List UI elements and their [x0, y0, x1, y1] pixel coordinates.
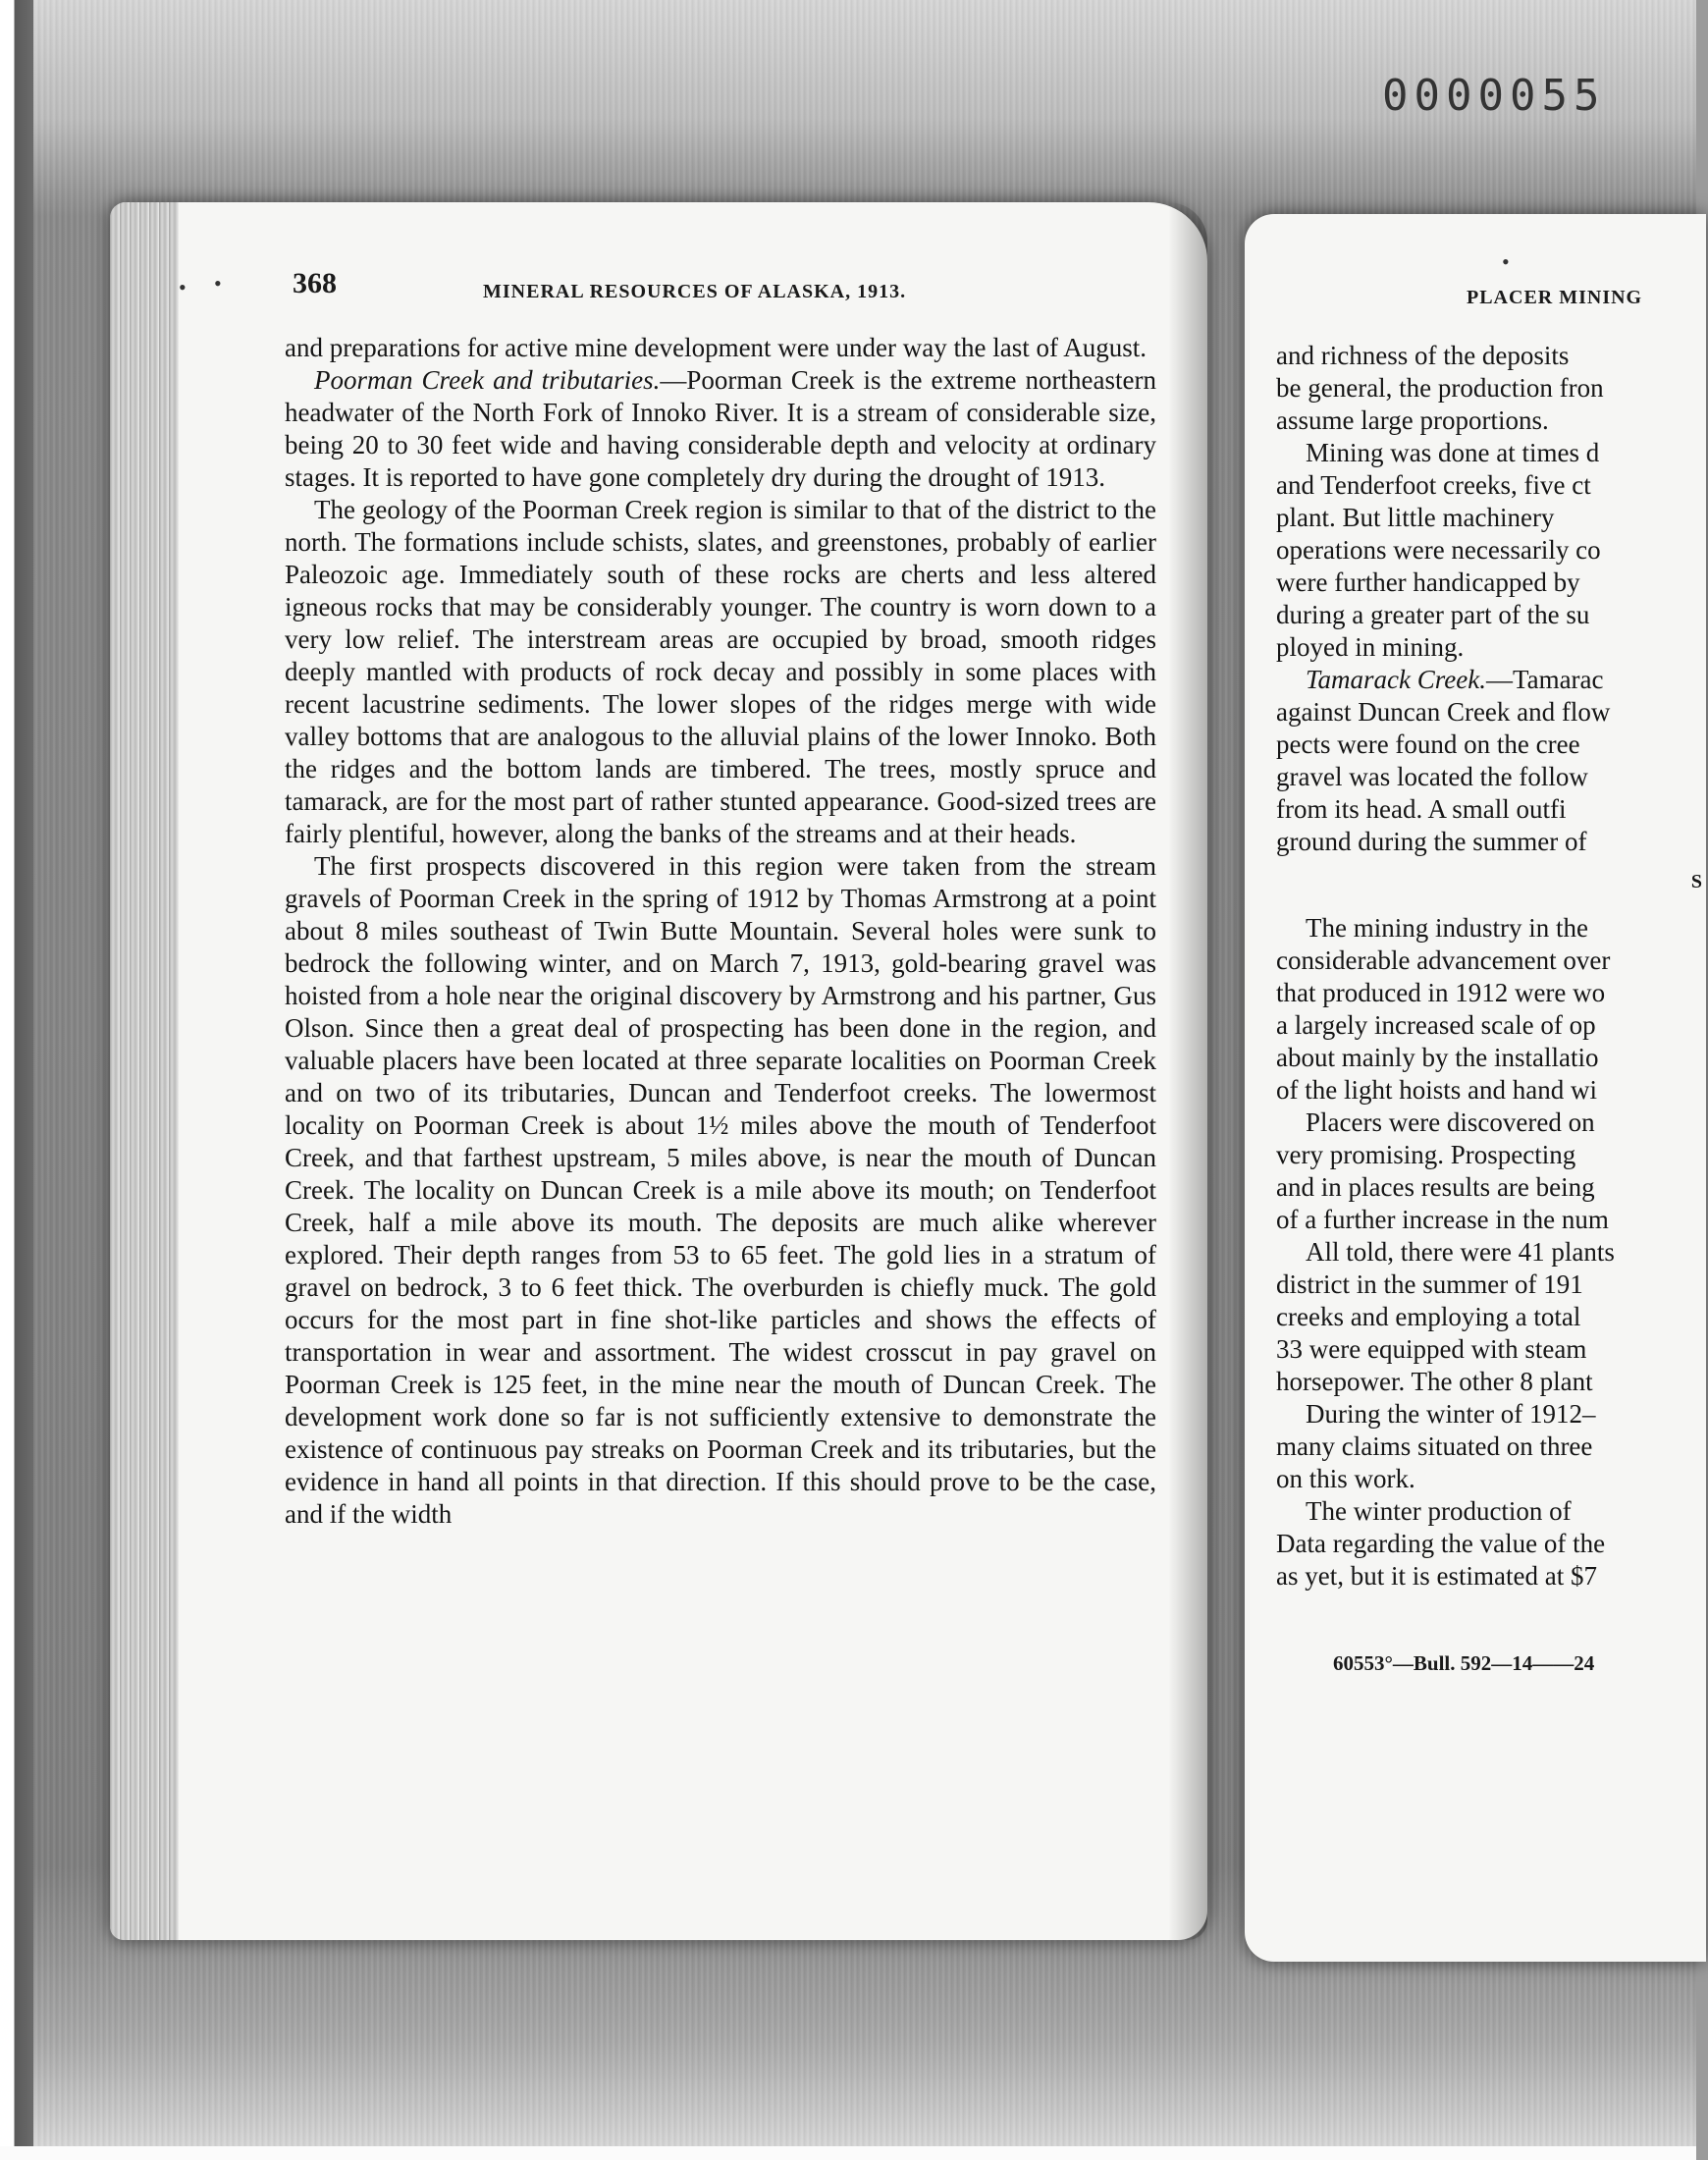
scan-bottom-edge — [0, 2146, 1696, 2160]
right-page-body — [1276, 340, 1708, 1593]
line-remainder: —Tamarac — [1485, 665, 1604, 694]
paragraph: Poorman Creek and tributaries.—Poorman Creek is the extreme northeastern headwater of the North Fork of Innoko River. It is a stream of considerable size, being 20 to 30 feet wide and having considerable depth and velocity at ordinary stages. It is reported to have gone completely dry during the drought of 1913. — [285, 365, 1156, 492]
right-page-line: about mainly by the installatio — [1276, 1043, 1599, 1072]
right-page-line: of the light hoists and hand wi — [1276, 1075, 1597, 1105]
right-page-line: many claims situated on three — [1276, 1431, 1593, 1461]
running-head: MINERAL RESOURCES OF ALASKA, 1913. — [483, 281, 907, 302]
right-page-line: that produced in 1912 were wo — [1276, 978, 1606, 1007]
speck-mark: • — [1502, 249, 1510, 274]
speck-mark: • — [179, 275, 187, 299]
right-page-line: operations were necessarily co — [1276, 535, 1601, 565]
right-page-line: of a further increase in the num — [1276, 1205, 1609, 1234]
right-page-line: All told, there were 41 plants — [1306, 1237, 1615, 1267]
right-page — [1245, 214, 1706, 1962]
right-page-line: a largely increased scale of op — [1276, 1010, 1596, 1040]
right-page-line: against Duncan Creek and flow — [1276, 697, 1611, 727]
right-page-line: and in places results are being — [1276, 1172, 1595, 1202]
right-page-line: S — [1690, 871, 1702, 892]
paragraph-lead: Tamarack Creek. — [1306, 665, 1486, 694]
right-page-line: be general, the production fron — [1276, 373, 1604, 403]
right-page-line: Placers were discovered on — [1306, 1107, 1595, 1137]
right-page-line: as yet, but it is estimated at $7 — [1276, 1561, 1597, 1591]
gutter-shade — [1168, 202, 1207, 1940]
paragraph: and preparations for active mine development were under way the last of August. — [285, 333, 1147, 362]
paragraph: The first prospects discovered in this region were taken from the stream gravels of Poorman Creek in the spring of 1912 by Thomas Armstrong at a point about 8 miles southeast of Twin Butte Mountain. Several holes were sunk to bedrock the following winter, and on March 7, 1913, gold-bearing gravel was hoisted from a hole near the original discovery by Armstrong and his partner, Gus Olson. Since then a great deal of prospecting has been done in the region, and valuable placers have been located at three separate localities on Poorman Creek and on two of its tributaries, Duncan and Tenderfoot creeks. The lowermost locality on Poorman Creek is about 1½ miles above the mouth of Tenderfoot Creek, and that farthest upstream, 5 miles above, is near the mouth of Duncan Creek. The locality on Duncan Creek is a mile above its mouth; on Tenderfoot Creek, half a mile above its mouth. The deposits are much alike wherever explored. Their depth ranges from 53 to 65 feet. The gold lies in a stratum of gravel on bedrock, 3 to 6 feet thick. The overburden is chiefly muck. The gold occurs for the most part in fine shot-like particles and shows the effects of transportation in wear and assortment. The widest crosscut in pay gravel on Poorman Creek is 125 feet, in the mine near the mouth of Duncan Creek. The development work done so far is not sufficiently extensive to demonstrate the existence of continuous pay streaks on Poorman Creek and its tributaries, but the evidence in hand all points in that direction. If this should prove to be the case, and if the width — [285, 851, 1156, 1529]
right-page-line: Data regarding the value of the — [1276, 1529, 1606, 1558]
paragraph-lead: Poorman Creek and tributaries. — [314, 365, 661, 395]
right-page-line: gravel was located the follow — [1276, 762, 1588, 791]
right-page-line: and richness of the deposits — [1276, 341, 1570, 370]
right-page-line: During the winter of 1912– — [1306, 1399, 1596, 1429]
right-page-line: Mining was done at times d — [1306, 438, 1600, 467]
right-page-line: horsepower. The other 8 plant — [1276, 1367, 1593, 1396]
right-page-line: The winter production of — [1306, 1496, 1572, 1526]
page-number: 368 — [293, 267, 337, 299]
right-page-line: assume large proportions. — [1276, 405, 1549, 435]
right-page-line: 33 were equipped with steam — [1276, 1334, 1587, 1364]
speck-mark: • — [214, 271, 222, 296]
right-page-line: from its head. A small outfi — [1276, 794, 1567, 824]
left-page-body — [285, 332, 1156, 1531]
scan-left-edge — [0, 0, 33, 2160]
right-page-line: plant. But little machinery — [1276, 503, 1555, 532]
right-page-line: ground during the summer of — [1276, 827, 1587, 856]
document-number-stamp: 0000055 — [1382, 71, 1606, 121]
right-page-line: district in the summer of 191 — [1276, 1269, 1583, 1299]
right-page-line: ployed in mining. — [1276, 632, 1465, 662]
right-page-line: creeks and employing a total — [1276, 1302, 1581, 1331]
right-page-line: and Tenderfoot creeks, five ct — [1276, 470, 1591, 500]
running-head: PLACER MINING — [1467, 287, 1643, 308]
paragraph: The geology of the Poorman Creek region is similar to that of the district to the north. The formations include schists, slates, and greenstones, probably of earlier Paleozoic age. Immediately south of these rocks are cherts and less altered igneous rocks that may be considerably younger. The country is worn down to a very low relief. The interstream areas are occupied by broad, smooth ridges deeply mantled with products of rock decay and possibly in some places with recent lacustrine sediments. The lower slopes of the ridges merge with wide valley bottoms that are analogous to the alluvial plains of the lower Innoko. Both the ridges and the bottom lands are timbered. The trees, mostly spruce and tamarack, are for the most part of rather stunted appearance. Good-sized trees are fairly plentiful, however, along the banks of the streams and at their heads. — [285, 495, 1156, 848]
right-page-line: on this work. — [1276, 1464, 1415, 1493]
right-page-line — [1276, 664, 1708, 696]
binding-shadow — [110, 202, 179, 1940]
right-page-line: very promising. Prospecting — [1276, 1140, 1576, 1169]
right-page-line: were further handicapped by — [1276, 567, 1580, 597]
footer-reference: 60553°—Bull. 592—14——24 — [1333, 1651, 1595, 1675]
left-page — [110, 202, 1207, 1940]
right-page-line: during a greater part of the su — [1276, 600, 1590, 629]
right-page-line: The mining industry in the — [1306, 913, 1588, 943]
right-page-line: pects were found on the cree — [1276, 729, 1580, 759]
right-page-line: considerable advancement over — [1276, 945, 1611, 975]
